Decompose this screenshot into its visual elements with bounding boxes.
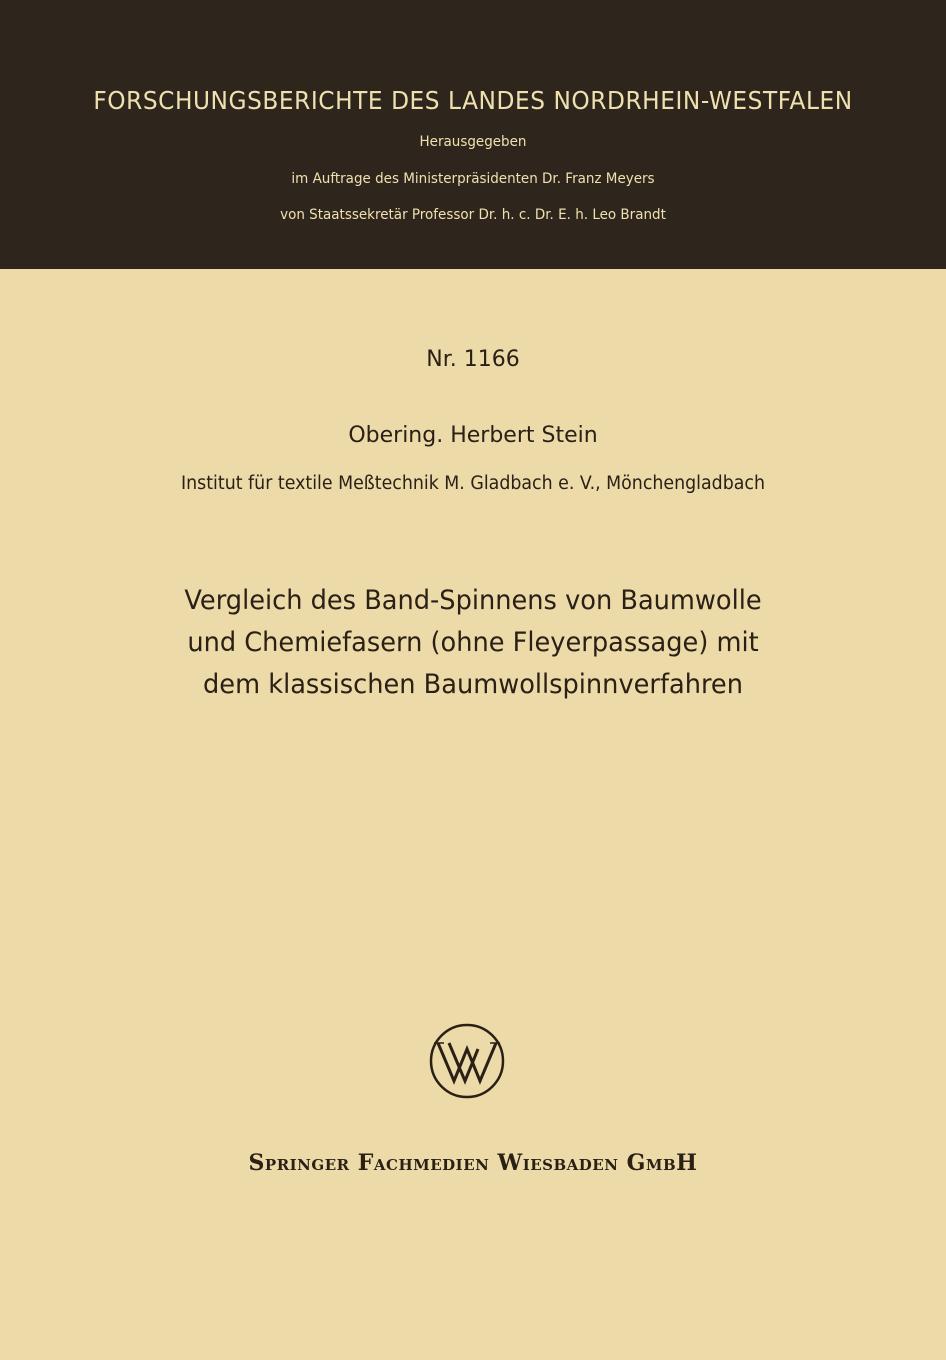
publisher-name: Springer Fachmedien Wiesbaden GmbH [248,1150,698,1176]
editor-line-2: im Auftrage des Ministerpräsidenten Dr. Franz Meyers [291,171,655,187]
springer-w-logo-icon [422,1021,512,1101]
series-header-band [0,0,946,269]
title-line-1: Vergleich des Band-Spinnens von Baumwolle [184,585,762,616]
report-number: Nr. 1166 [426,347,520,372]
editor-line-1: Herausgegeben [419,134,527,150]
series-title: FORSCHUNGSBERICHTE DES LANDES NORDRHEIN-WESTFALEN [93,86,853,115]
author-name: Obering. Herbert Stein [348,423,598,448]
editor-line-3: von Staatssekretär Professor Dr. h. c. Dr. E. h. Leo Brandt [280,207,666,223]
title-line-3: dem klassischen Baumwollspinnverfahren [203,669,743,700]
book-title [24,580,923,706]
institute-name: Institut für textile Meßtechnik M. Gladbach e. V., Mönchengladbach [181,473,765,494]
title-line-2: und Chemiefasern (ohne Fleyerpassage) mit [187,627,759,658]
